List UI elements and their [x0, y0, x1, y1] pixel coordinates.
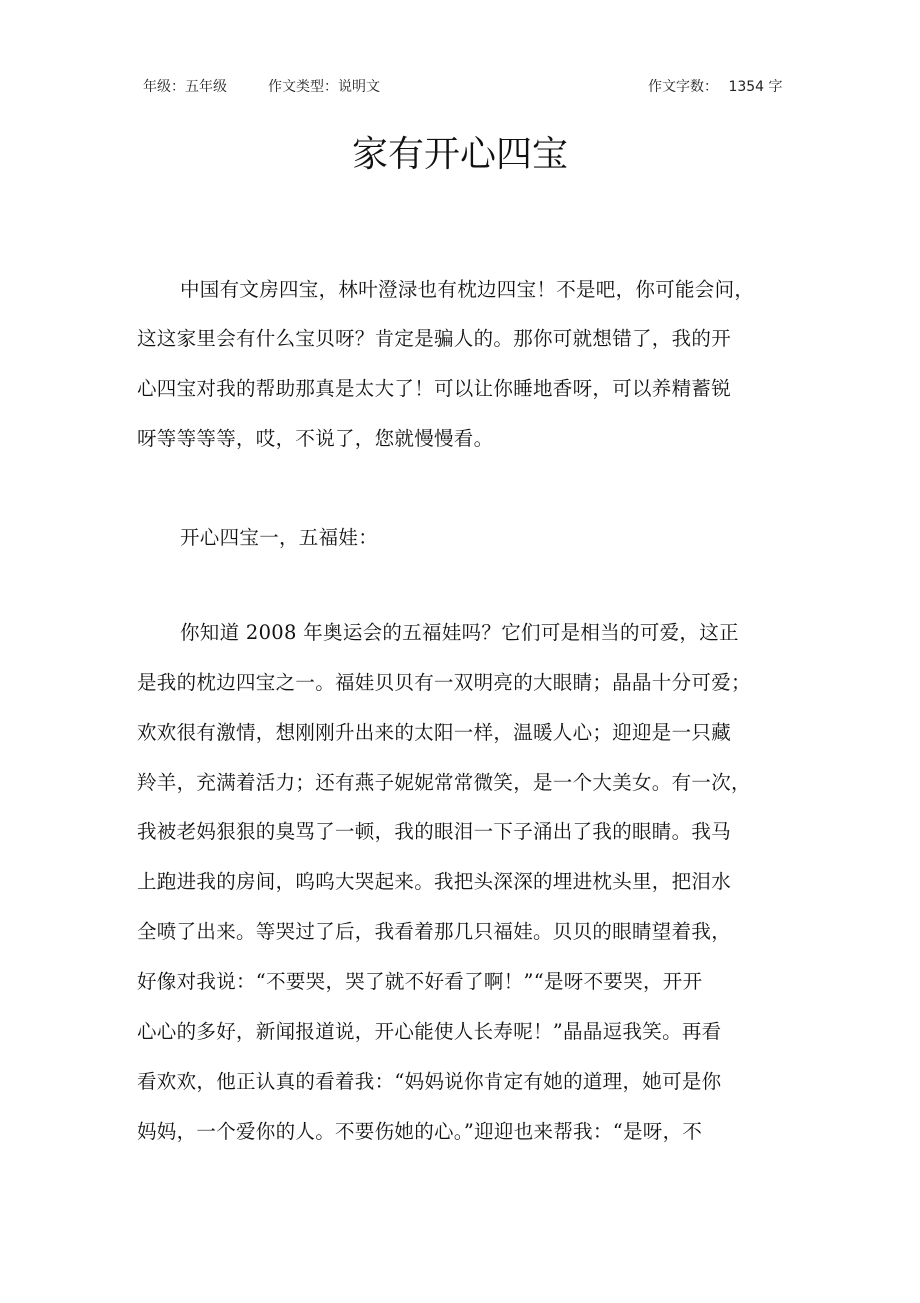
section-heading: 开心四宝一，五福娃：: [180, 526, 379, 549]
text-line: 你知道 2008 年奥运会的五福娃吗？它们可是相当的可爱，这正: [180, 621, 739, 644]
word-count-value: 1354: [728, 79, 765, 95]
text-line: 心心的多好，新闻报道说，开心能使人长寿呢！”晶晶逗我笑。再看: [137, 1020, 722, 1043]
essay-type-label: 作文类型：说明文: [268, 79, 380, 95]
text-line: 欢欢很有激情，想刚刚升出来的太阳一样，温暖人心；迎迎是一只藏: [137, 721, 732, 744]
text-line: 妈妈，一个爱你的人。不要伤她的心。”迎迎也来帮我：“是呀，不: [137, 1120, 703, 1143]
word-count-label: 作文字数：: [648, 79, 718, 95]
text-line: 心四宝对我的帮助那真是太大了！可以让你睡地香呀，可以养精蓄锐: [137, 377, 732, 400]
text-line: 全喷了出来。等哭过了后，我看着那几只福娃。贝贝的眼睛望着我，: [137, 920, 732, 943]
text-line: 羚羊，充满着活力；还有燕子妮妮常常微笑，是一个大美女。有一次，: [137, 771, 751, 794]
text-line: 这这家里会有什么宝贝呀？肯定是骗人的。那你可就想错了，我的开: [137, 327, 732, 350]
text-line: 呀等等等等，哎，不说了，您就慢慢看。: [137, 427, 494, 450]
word-count: [648, 78, 783, 96]
grade-label: 年级：五年级: [143, 79, 227, 95]
text-line: 是我的枕边四宝之一。福娃贝贝有一双明亮的大眼睛；晶晶十分可爱；: [137, 671, 751, 694]
word-count-unit: 字: [768, 79, 783, 95]
text-line: 我被老妈狠狠的臭骂了一顿，我的眼泪一下子涌出了我的眼睛。我马: [137, 820, 732, 843]
text-line: 看欢欢，他正认真的看着我：“妈妈说你肯定有她的道理，她可是你: [137, 1070, 722, 1093]
text-line: 上跑进我的房间，呜呜大哭起来。我把头深深的埋进枕头里，把泪水: [137, 870, 732, 893]
text-line: 中国有文房四宝，林叶澄渌也有枕边四宝！不是吧，你可能会问，: [180, 278, 755, 301]
text-line: 好像对我说：“不要哭，哭了就不好看了啊！”“是呀不要哭，开开: [137, 970, 703, 993]
page-title: 家有开心四宝: [351, 134, 568, 175]
